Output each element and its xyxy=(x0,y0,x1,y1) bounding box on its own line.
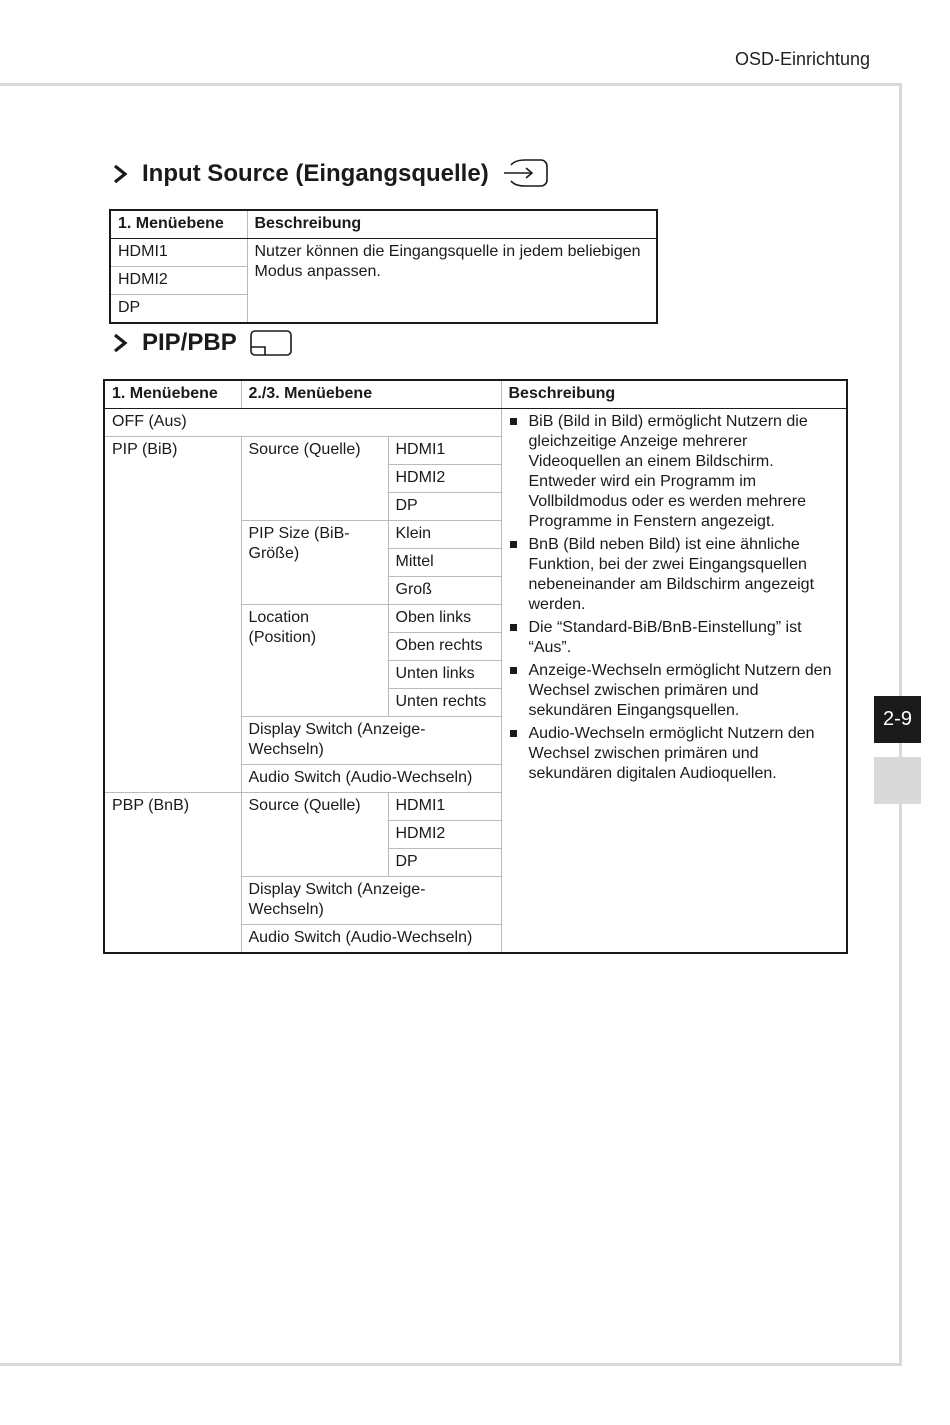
input-source-title: Input Source (Eingangsquelle) xyxy=(142,160,489,187)
section-header: OSD-Einrichtung xyxy=(734,49,870,69)
submenu-value: Oben rechts xyxy=(388,633,501,661)
submenu-audio-switch: Audio Switch (Audio-Wechseln) xyxy=(241,925,501,954)
pip-pbp-description xyxy=(501,409,847,954)
input-source-icon xyxy=(501,158,549,190)
description-bullet: BiB (Bild in Bild) ermöglicht Nutzern die gleichzeitige Anzeige mehrerer Videoquellen an einem Bildschirm. Entweder wird ein Programm im Vollbildmodus oder es werden mehrere Programme in Fenstern angezeigt. xyxy=(509,412,840,532)
submenu-display-switch: Display Switch (Anzeige-Wechseln) xyxy=(241,717,501,765)
page-frame-top xyxy=(0,83,902,86)
description-bullet: Audio-Wechseln ermöglicht Nutzern den Wechsel zwischen primären und sekundären digitalen Audioquellen. xyxy=(509,724,840,784)
description-bullet: Anzeige-Wechseln ermöglicht Nutzern den Wechsel zwischen primären und sekundären Eingangsquellen. xyxy=(509,661,840,721)
column-header: Beschreibung xyxy=(247,210,657,239)
page-number-tab: 2-9 xyxy=(874,696,921,743)
chevron-right-icon xyxy=(110,332,132,354)
submenu-value: HDMI1 xyxy=(388,437,501,465)
submenu-value: DP xyxy=(388,849,501,877)
input-source-description: Nutzer können die Eingangsquelle in jedem beliebigen Modus anpassen. xyxy=(247,239,657,324)
submenu-value: HDMI2 xyxy=(388,821,501,849)
submenu-value: HDMI1 xyxy=(388,793,501,821)
column-header: Beschreibung xyxy=(501,380,847,409)
menu-option-pip: PIP (BiB) xyxy=(104,437,241,793)
pip-pbp-title: PIP/PBP xyxy=(142,329,237,356)
input-source-table xyxy=(109,209,658,324)
column-header: 1. Menüebene xyxy=(110,210,247,239)
pip-pbp-table xyxy=(103,379,848,954)
submenu-value: DP xyxy=(388,493,501,521)
submenu-value: Klein xyxy=(388,521,501,549)
menu-option-off: OFF (Aus) xyxy=(104,409,501,437)
submenu-location: Location (Position) xyxy=(241,605,388,717)
chevron-right-icon xyxy=(110,163,132,185)
input-option: HDMI1 xyxy=(110,239,247,267)
submenu-value: Groß xyxy=(388,577,501,605)
submenu-display-switch: Display Switch (Anzeige-Wechseln) xyxy=(241,877,501,925)
submenu-value: Mittel xyxy=(388,549,501,577)
pip-window-icon xyxy=(249,328,293,358)
pip-pbp-heading xyxy=(110,328,293,358)
input-source-heading xyxy=(110,158,549,190)
description-bullet: Die “Standard-BiB/BnB-Einstellung” ist “Aus”. xyxy=(509,618,840,658)
input-option: HDMI2 xyxy=(110,267,247,295)
input-option: DP xyxy=(110,295,247,324)
menu-option-pbp: PBP (BnB) xyxy=(104,793,241,954)
description-bullet: BnB (Bild neben Bild) ist eine ähnliche Funktion, bei der zwei Eingangsquellen nebeneinander am Bildschirm angezeigt werden. xyxy=(509,535,840,615)
submenu-value: HDMI2 xyxy=(388,465,501,493)
page-tab-marker xyxy=(874,757,921,804)
column-header: 1. Menüebene xyxy=(104,380,241,409)
submenu-audio-switch: Audio Switch (Audio-Wechseln) xyxy=(241,765,501,793)
page-frame-bottom xyxy=(0,1363,902,1366)
submenu-pip-size: PIP Size (BiB-Größe) xyxy=(241,521,388,605)
submenu-source: Source (Quelle) xyxy=(241,793,388,877)
column-header: 2./3. Menüebene xyxy=(241,380,501,409)
submenu-source: Source (Quelle) xyxy=(241,437,388,521)
submenu-value: Unten rechts xyxy=(388,689,501,717)
submenu-value: Unten links xyxy=(388,661,501,689)
submenu-value: Oben links xyxy=(388,605,501,633)
